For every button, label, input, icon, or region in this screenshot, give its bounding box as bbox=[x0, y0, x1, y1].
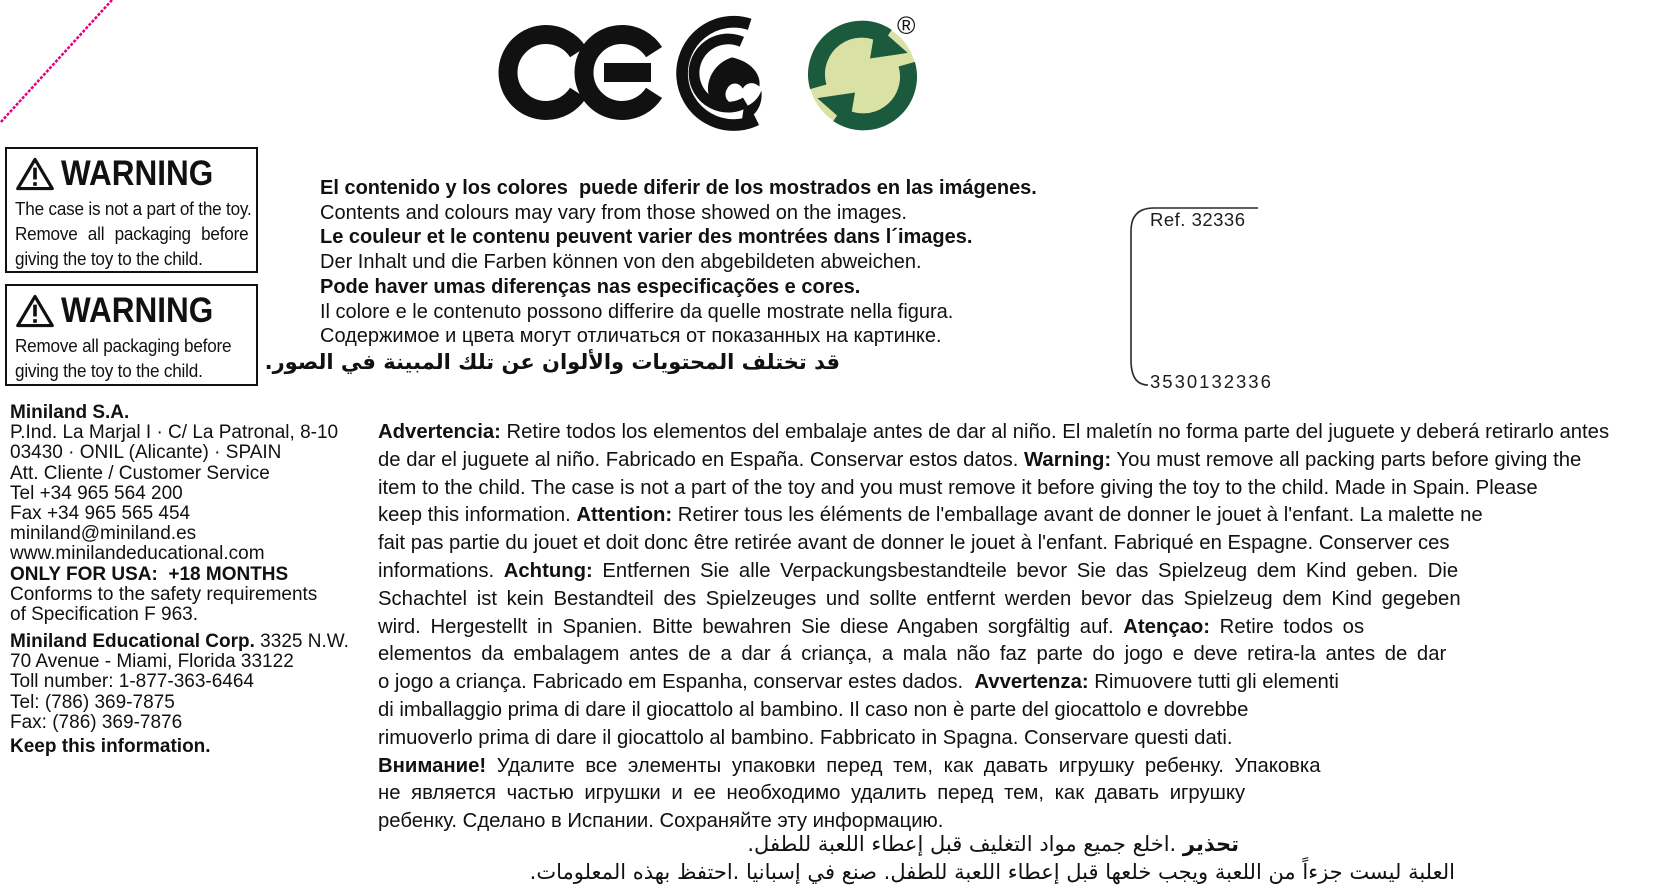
keyword-bold: Avvertenza: bbox=[974, 671, 1089, 694]
text-segment: wird. Hergestellt in Spanien. Bitte bewahren Sie diese Angaben sorgfältig auf. bbox=[378, 615, 1124, 638]
text-line bbox=[378, 780, 1609, 808]
company-eu-name: Miniland S.A. bbox=[10, 402, 130, 423]
text-segment: ребенку. Сделано в Испании. Сохраняйте эту информацию. bbox=[378, 810, 944, 833]
arabic-warning-text: .اخلع جميع مواد التغليف قبل إعطاء اللعبة للطفل. bbox=[747, 832, 1183, 856]
warning-box-packaging bbox=[5, 284, 258, 386]
ref-number: Ref. 32336 bbox=[1150, 209, 1246, 230]
text-line: Der Inhalt und die Farben können von den abgebildeten abweichen. bbox=[320, 251, 922, 274]
text-segment: di imballaggio prima di dare il giocattolo al bambino. Il caso non è parte del giocattolo e dovrebbe bbox=[378, 698, 1249, 721]
text-line: P.Ind. La Marjal I · C/ La Patronal, 8-10 bbox=[10, 422, 339, 444]
multilingual-safety-paragraph bbox=[378, 419, 1609, 836]
keep-information-note: Keep this information. bbox=[10, 736, 211, 757]
text-line: Le couleur et le contenu peuvent varier des montrées dans l´images. bbox=[320, 226, 973, 249]
warning-triangle-icon bbox=[15, 293, 55, 329]
text-segment: fait pas partie du jouet et doit donc être retirée avant de donner le jouet à l'enfant. Fabriqué en Espagne. Conserver ces bbox=[378, 532, 1450, 555]
company-eu-address bbox=[10, 423, 338, 564]
text-line: 70 Avenue - Miami, Florida 33122 bbox=[10, 651, 294, 673]
warning-triangle-icon bbox=[15, 156, 55, 192]
conformity-arcs-icon bbox=[660, 12, 775, 136]
text-line: Toll number: 1-877-363-6464 bbox=[10, 671, 254, 693]
text-line bbox=[378, 725, 1609, 753]
arabic-warning-line-2: العلبة ليست جزءاً من اللعبة ويجب خلعها قبل إعطاء اللعبة للطفل. صنع في إسبانيا .احتفظ بهذه المعلومات. bbox=[529, 860, 1455, 884]
color-variation-notice-arabic: قد تختلف المحتويات والألوان عن تلك المبينة في الصور. bbox=[264, 350, 840, 374]
usa-notice-text bbox=[10, 585, 317, 625]
keyword-bold: Warning: bbox=[1024, 448, 1112, 471]
text-line: Att. Cliente / Customer Service bbox=[10, 462, 270, 484]
text-segment: Retire todos los elementos del embalaje antes de dar al niño. El maletín no forma parte del juguete y deberá retirarlo antes bbox=[500, 421, 1610, 443]
registered-trademark-symbol: ® bbox=[897, 12, 916, 40]
text-line bbox=[378, 558, 1609, 586]
keyword-bold: Atençao: bbox=[1123, 615, 1211, 638]
text-line: Remove all packaging before bbox=[15, 224, 249, 244]
text-line bbox=[378, 614, 1609, 642]
text-segment: informations. bbox=[378, 559, 504, 582]
text-line: of Specification F 963. bbox=[10, 604, 198, 626]
text-segment: o jogo a criança. Fabricado em Espanha, conservar estes dados. bbox=[378, 671, 975, 694]
text-line: Contents and colours may vary from those showed on the images. bbox=[320, 201, 907, 224]
text-segment: de dar el juguete al niño. Fabricado en España. Conservar estos datos. bbox=[378, 448, 1025, 471]
text-line: giving the toy to the child. bbox=[15, 361, 203, 381]
warning-title: WARNING bbox=[61, 154, 214, 193]
text-segment: Schachtel ist kein Bestandteil des Spielzeuges und sollte entfernt werden bevor das Spielzeug dem Kind gegeben bbox=[378, 587, 1461, 610]
text-line: giving the toy to the child. bbox=[15, 249, 203, 269]
text-line bbox=[378, 753, 1609, 781]
text-line: The case is not a part of the toy. bbox=[15, 199, 252, 219]
text-line: Tel +34 965 564 200 bbox=[10, 482, 183, 504]
text-line: Il colore e le contenuto possono differire da quelle mostrate nella figura. bbox=[320, 300, 954, 323]
crop-mark-line bbox=[0, 0, 130, 130]
warning-text bbox=[15, 334, 236, 384]
color-variation-notice bbox=[320, 176, 1037, 349]
text-line: Fax +34 965 565 454 bbox=[10, 503, 191, 525]
keyword-bold: Внимание! bbox=[378, 754, 487, 777]
company-us-name-line bbox=[10, 632, 349, 652]
company-us-street: 3325 N.W. bbox=[254, 631, 349, 652]
keyword-bold: Achtung: bbox=[503, 559, 593, 582]
text-line bbox=[378, 530, 1609, 558]
text-segment: не является частью игрушки и ее необходимо удалить перед тем, как давать игрушку bbox=[378, 782, 1246, 805]
text-line: Pode haver umas diferenças nas especificações e cores. bbox=[320, 275, 861, 298]
keyword-bold: Attention: bbox=[576, 504, 673, 527]
text-segment: item to the child. The case is not a part of the toy and you must remove it before giving the toy to the child. Made in Spain. Please bbox=[378, 476, 1538, 499]
text-segment: Rimuovere tutti gli elementi bbox=[1088, 671, 1339, 694]
text-segment: rimuoverlo prima di dare il giocattolo al bambino. Fabbricato in Spagna. Conservare questi dati. bbox=[378, 726, 1233, 749]
text-line: Conforms to the safety requirements bbox=[10, 584, 318, 606]
text-segment: elementos da embalagem antes de a dar á criança, a mala não faz parte do jogo e deve retira-la antes de dar bbox=[378, 643, 1447, 666]
warning-header bbox=[15, 291, 248, 331]
text-line bbox=[378, 502, 1609, 530]
text-line: Fax: (786) 369-7876 bbox=[10, 711, 183, 733]
text-line: Tel: (786) 369-7875 bbox=[10, 691, 175, 713]
text-line bbox=[378, 475, 1609, 503]
warning-box-case bbox=[5, 147, 258, 273]
warning-text bbox=[15, 197, 252, 272]
text-line: miniland@miniland.es bbox=[10, 523, 197, 545]
text-line bbox=[378, 669, 1609, 697]
company-us-address bbox=[10, 652, 349, 733]
usa-notice-block bbox=[10, 565, 317, 626]
company-eu-block bbox=[10, 403, 338, 565]
warning-title: WARNING bbox=[61, 291, 214, 330]
company-us-name: Miniland Educational Corp. bbox=[10, 631, 255, 652]
text-line: www.minilandeducational.com bbox=[10, 543, 265, 565]
keyword-bold: Advertencia: bbox=[378, 421, 501, 443]
warning-header bbox=[15, 154, 248, 194]
text-line: 03430 · ONIL (Alicante) · SPAIN bbox=[10, 442, 282, 464]
text-line bbox=[378, 586, 1609, 614]
text-line bbox=[378, 447, 1609, 475]
text-segment: Retirer tous les éléments de l'emballage avant de donner le jouet à l'enfant. La malette ne bbox=[672, 504, 1483, 527]
arabic-warning-word: تحذير bbox=[1182, 832, 1239, 856]
text-segment: keep this information. bbox=[378, 504, 577, 527]
text-segment: You must remove all packing parts before giving the bbox=[1111, 448, 1582, 471]
text-segment: Retire todos os bbox=[1210, 615, 1365, 638]
company-us-block bbox=[10, 632, 349, 733]
product-code: 3530132336 bbox=[1150, 371, 1273, 392]
text-segment: Удалите все элементы упаковки перед тем, как давать игрушку ребенку. Упаковка bbox=[486, 754, 1321, 777]
text-line bbox=[378, 697, 1609, 725]
usa-notice-title: ONLY FOR USA: +18 MONTHS bbox=[10, 564, 289, 585]
text-segment: Entfernen Sie alle Verpackungsbestandteile bevor Sie das Spielzeug dem Kind geben. Die bbox=[592, 559, 1459, 582]
text-line bbox=[378, 641, 1609, 669]
text-line: El contenido y los colores puede diferir de los mostrados en las imágenes. bbox=[320, 177, 1037, 199]
text-line: Содержимое и цвета могут отличаться от показанных на картинке. bbox=[320, 325, 942, 348]
text-line: Remove all packaging before bbox=[15, 336, 232, 356]
text-line bbox=[378, 419, 1609, 447]
arabic-warning-line-1 bbox=[747, 832, 1239, 856]
